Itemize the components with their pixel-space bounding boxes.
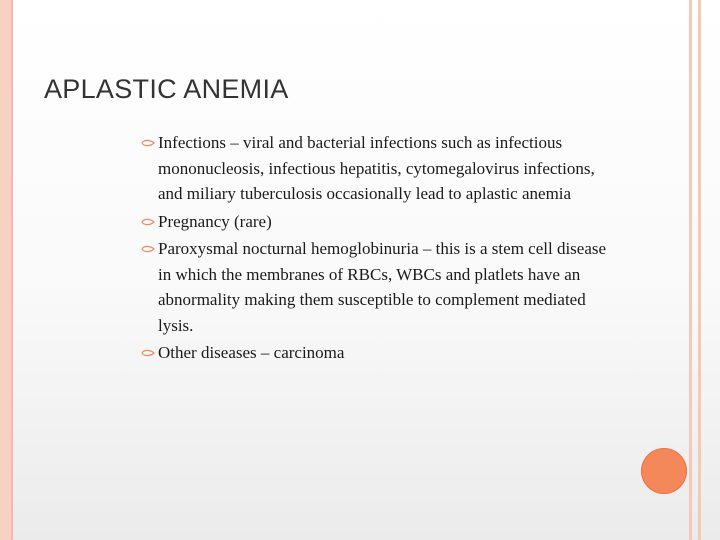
bullet-text: Pregnancy (rare) xyxy=(158,211,272,231)
bullet-text: Paroxysmal nocturnal hemoglobinuria – this is a stem cell disease in which the membranes of RBCs, WBCs and platlets have an abnormality making them susceptible to complement mediated lysis. xyxy=(158,239,607,335)
right-frame-line-inner xyxy=(698,0,701,540)
leaf-bullet-icon xyxy=(141,349,155,357)
bullet-item xyxy=(141,340,611,366)
bullet-list xyxy=(141,130,611,368)
bullet-text: Infections – viral and bacterial infections such as infectious mononucleosis, infectious hepatitis, cytomegalovirus infections, and miliary tuberculosis occasionally lead to aplastic anemia xyxy=(158,133,595,203)
orange-circle-decoration xyxy=(641,448,687,494)
leaf-bullet-icon xyxy=(141,139,155,147)
leaf-bullet-icon xyxy=(141,218,155,226)
bullet-item xyxy=(141,209,611,235)
bullet-item xyxy=(141,130,611,207)
slide-title: APLASTIC ANEMIA xyxy=(44,74,289,104)
left-frame-border xyxy=(0,0,13,540)
leaf-bullet-icon xyxy=(141,245,155,253)
right-frame-line-outer xyxy=(689,0,692,540)
bullet-text: Other diseases – carcinoma xyxy=(158,343,345,362)
bullet-item xyxy=(141,236,611,338)
